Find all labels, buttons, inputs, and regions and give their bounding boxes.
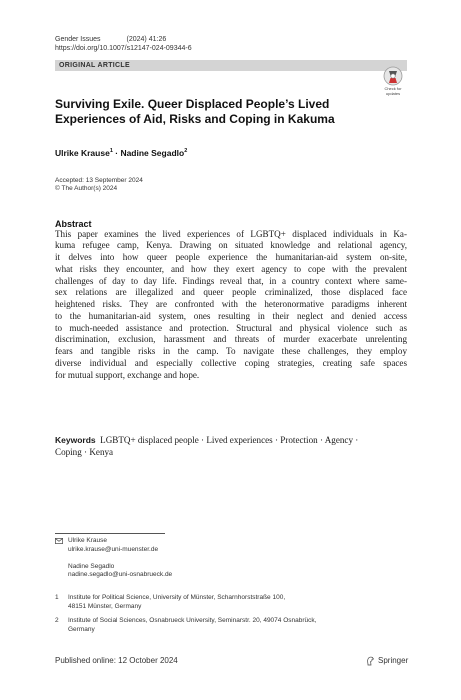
author-separator: · — [112, 147, 121, 158]
keywords-line: Coping · Kenya — [55, 446, 114, 457]
published-online-date: Published online: 12 October 2024 — [55, 656, 178, 665]
article-title: Surviving Exile. Queer Displaced People’s Lived Experiences of Aid, Risks and Coping in Kakuma — [55, 97, 335, 126]
article-type-bar — [55, 60, 407, 71]
check-for-updates-badge[interactable] — [378, 66, 408, 98]
abstract-line: kuma refugee camp, Kenya. Drawing on situated knowledge and relational agency, — [55, 240, 407, 251]
abstract-line: to much-needed assistance and protection. Structural and physical violence such as — [55, 322, 407, 333]
journal-name: Gender Issues — [55, 36, 101, 43]
abstract-line: challenges of day to day life. Findings reveal that, in a country context where same- — [55, 275, 407, 286]
publisher-logo — [366, 656, 408, 666]
author-name[interactable]: Ulrike Krause — [55, 147, 110, 158]
springer-horse-icon — [366, 656, 375, 666]
affiliation: Institute for Political Science, University of Münster, Scharnhorststraße 100, 48151 Münster, Germany — [68, 594, 286, 610]
author-name[interactable]: Nadine Segadlo — [120, 147, 185, 158]
abstract-line: This paper examines the lived experiences of LGBTQ+ displaced individuals in Ka- — [55, 228, 407, 239]
abstract-line: for mutual support, exchange and hope. — [55, 369, 200, 380]
abstract-line: discrimination, exclusion, harassment and threats of murder exacerbate unrelenting — [55, 334, 407, 345]
abstract-line: diverse individual and especially collective coping strategies, creating safe spaces — [55, 357, 407, 368]
mail-icon — [55, 538, 63, 548]
abstract-heading: Abstract — [55, 219, 92, 229]
affiliation-number: 2 — [55, 617, 59, 624]
keywords-label: Keywords — [55, 435, 96, 445]
publisher-name: Springer — [378, 656, 409, 666]
article-type-label: ORIGINAL ARTICLE — [59, 62, 130, 69]
abstract-line: sex relations are illegalized and queer people criminalized, those displaced face — [55, 287, 407, 298]
affiliation: Institute of Social Sciences, Osnabrueck University, Seminarstr. 20, 49074 Osnabrück, Germany — [68, 617, 317, 633]
crossmark-label: Check for updates — [384, 86, 402, 96]
affiliation-number: 1 — [55, 594, 59, 601]
contact-name: Ulrike Krause — [68, 537, 108, 544]
contact-name: Nadine Segadlo — [68, 562, 115, 570]
abstract-line: fears and tangible risks in the camp. To navigate these challenges, they employ — [55, 346, 407, 356]
crossmark-icon — [378, 66, 408, 88]
author-list — [55, 146, 187, 159]
keywords — [55, 435, 407, 459]
abstract-body — [55, 229, 407, 382]
doi-link[interactable]: https://doi.org/10.1007/s12147-024-09344-6 — [55, 45, 192, 52]
keywords-line: LGBTQ+ displaced people · Lived experiences · Protection · Agency · — [100, 435, 359, 445]
abstract-line: it delves into how queer people experience the humanitarian-aid system on-site, — [55, 252, 407, 262]
affiliation-marker: 2 — [184, 148, 188, 154]
abstract-line: heightened risks. They are confronted with the heteronormative paradigms inherent — [55, 299, 407, 309]
contact-email[interactable]: nadine.segadlo@uni-osnabrueck.de — [68, 571, 173, 579]
footnote-divider — [55, 533, 165, 534]
journal-citation — [55, 35, 166, 44]
contact-email[interactable]: ulrike.krause@uni-muenster.de — [68, 545, 159, 553]
accepted-date: Accepted: 13 September 2024 — [55, 177, 143, 184]
journal-volume: (2024) 41:26 — [126, 36, 167, 43]
copyright-line: © The Author(s) 2024 — [55, 185, 118, 192]
affiliation-marker: 1 — [109, 148, 113, 154]
abstract-line: to the humanitarian-aid system, ones resulting in their neglect and denied access — [55, 310, 407, 321]
contact-block — [68, 537, 172, 580]
abstract-line: what risks they encounter, and how they exert agency to cope with the prevalent — [55, 263, 407, 274]
